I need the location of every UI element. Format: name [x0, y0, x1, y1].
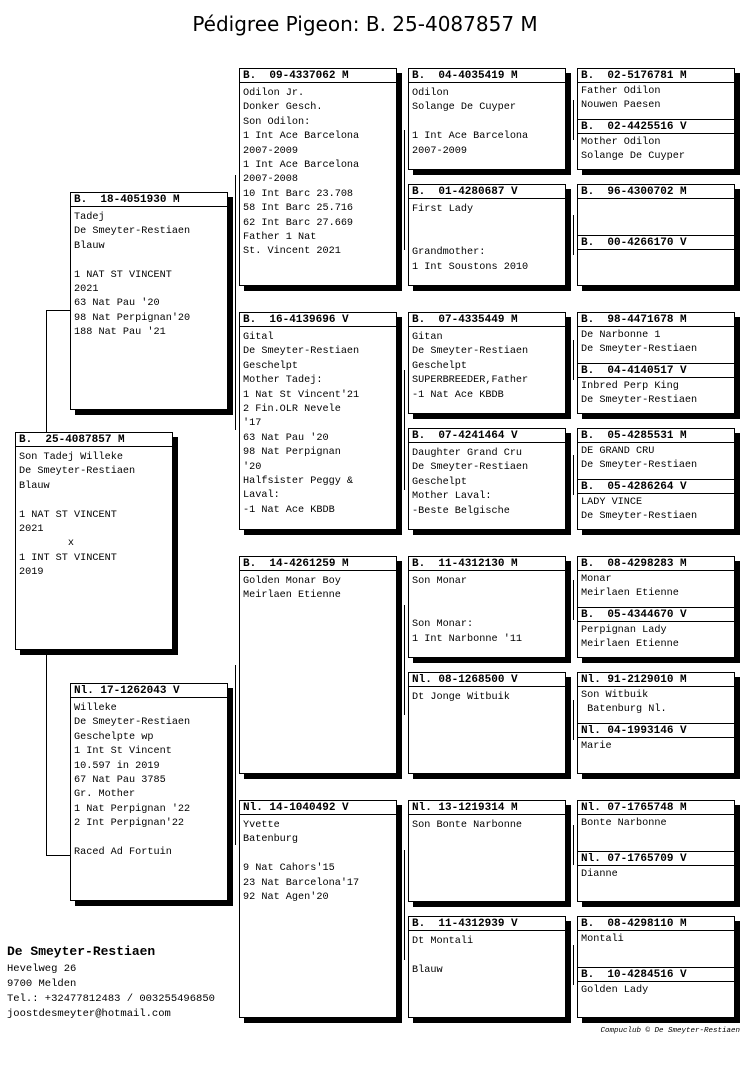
ring-number: B. 09-4337062 M: [240, 69, 396, 83]
connector: [46, 855, 70, 856]
pigeon-details: First Lady Grandmother: 1 Int Soustons 2010: [412, 204, 529, 273]
pigeon-details: Odilon Jr. Donker Gesch. Son Odilon: 1 Int Ace Barcelona 2007-2009 1 Int Ace Barcelona 2007-2008 10 Int Barc 23.708 58 Int Barc 25.716 62 Int Barc 27.669 Father 1 Nat St. Vincent 2021: [243, 88, 360, 258]
ancestor-male[interactable]: [578, 313, 734, 364]
pigeon-details: Montali: [581, 934, 624, 945]
ring-number: B. 04-4035419 M: [409, 69, 565, 83]
ancestor-pair-card: [577, 184, 735, 286]
ring-number: B. 96-4300702 M: [578, 185, 734, 199]
footer-credit: Compuclub © De Smeyter-Restiaen: [600, 1027, 740, 1035]
pigeon-details: Dt Jonge Witbuik: [412, 692, 510, 703]
ancestor-female[interactable]: [578, 608, 734, 658]
ring-number: B. 16-4139696 V: [240, 313, 396, 327]
pigeon-details: Odilon Solange De Cuyper 1 Int Ace Barcelona 2007-2009: [412, 88, 529, 157]
connector: [573, 455, 574, 495]
ring-number: B. 11-4312939 V: [409, 917, 565, 931]
breeder-phone: Tel.: +32477812483 / 003255496850: [7, 993, 215, 1005]
paternal-grandmother-card[interactable]: [239, 312, 397, 530]
connector: [573, 215, 574, 255]
ancestor-pair-card: [577, 800, 735, 902]
ring-number: B. 08-4298110 M: [578, 917, 734, 931]
pigeon-details: Marie: [581, 741, 612, 752]
great-grandparent-card[interactable]: [408, 916, 566, 1018]
breeder-email[interactable]: joostdesmeyter@hotmail.com: [7, 1008, 171, 1020]
pigeon-details: Son Monar Son Monar: 1 Int Narbonne '11: [412, 576, 523, 645]
connector: [404, 370, 405, 490]
breeder-address: [7, 942, 215, 1022]
connector: [573, 945, 574, 985]
ancestor-male[interactable]: [578, 801, 734, 852]
connector: [573, 340, 574, 380]
ring-number: Nl. 17-1262043 V: [71, 684, 227, 698]
pigeon-details: Yvette Batenburg 9 Nat Cahors'15 23 Nat Barcelona'17 92 Nat Agen'20: [243, 820, 360, 904]
paternal-grandfather-card[interactable]: [239, 68, 397, 286]
pigeon-details: Son Bonte Narbonne: [412, 820, 523, 831]
connector: [235, 665, 236, 845]
pigeon-details: Son Witbuik Batenburg Nl.: [581, 690, 667, 715]
connector: [46, 655, 47, 855]
ring-number: B. 04-4140517 V: [578, 364, 734, 378]
pigeon-details: Inbred Perp King De Smeyter-Restiaen: [581, 381, 698, 406]
ancestor-male[interactable]: [578, 917, 734, 968]
ring-number: B. 25-4087857 M: [16, 433, 172, 447]
great-grandparent-card[interactable]: [408, 312, 566, 414]
ancestor-pair-card: [577, 672, 735, 774]
maternal-grandfather-card[interactable]: [239, 556, 397, 774]
connector: [573, 100, 574, 140]
ring-number: B. 14-4261259 M: [240, 557, 396, 571]
ring-number: B. 01-4280687 V: [409, 185, 565, 199]
connector: [404, 850, 405, 960]
connector: [46, 310, 70, 311]
ancestor-female[interactable]: [578, 480, 734, 530]
great-grandparent-card[interactable]: [408, 800, 566, 902]
ring-number: Nl. 14-1040492 V: [240, 801, 396, 815]
breeder-street: Hevelweg 26: [7, 963, 77, 975]
page-title: Pédigree Pigeon: B. 25-4087857 M: [192, 12, 538, 36]
ancestor-male[interactable]: [578, 557, 734, 608]
ancestor-female[interactable]: [578, 724, 734, 774]
pigeon-details: Gital De Smeyter-Restiaen Geschelpt Mother Tadej: 1 Nat St Vincent'21 2 Fin.OLR Nevele '17 63 Nat Pau '20 98 Nat Perpignan '20 Halfsister Peggy & Laval: -1 Nat Ace KBDB: [243, 332, 360, 516]
ring-number: B. 98-4471678 M: [578, 313, 734, 327]
ring-number: B. 18-4051930 M: [71, 193, 227, 207]
pigeon-details: DE GRAND CRU De Smeyter-Restiaen: [581, 446, 698, 471]
great-grandparent-card[interactable]: [408, 68, 566, 170]
father-card[interactable]: [70, 192, 228, 410]
pigeon-details: Gitan De Smeyter-Restiaen Geschelpt SUPERBREEDER,Father -1 Nat Ace KBDB: [412, 332, 529, 401]
ring-number: Nl. 07-1765748 M: [578, 801, 734, 815]
mother-card[interactable]: [70, 683, 228, 901]
pigeon-details: Tadej De Smeyter-Restiaen Blauw 1 NAT ST VINCENT 2021 63 Nat Pau '20 98 Nat Perpignan'20 188 Nat Pau '21: [74, 212, 191, 339]
pigeon-details: Dt Montali Blauw: [412, 936, 474, 976]
ancestor-male[interactable]: [578, 69, 734, 120]
ancestor-female[interactable]: [578, 364, 734, 414]
ring-number: B. 07-4241464 V: [409, 429, 565, 443]
ring-number: B. 07-4335449 M: [409, 313, 565, 327]
ring-number: B. 05-4344670 V: [578, 608, 734, 622]
great-grandparent-card[interactable]: [408, 672, 566, 774]
pigeon-details: Perpignan Lady Meirlaen Etienne: [581, 625, 679, 650]
connector: [46, 310, 47, 434]
connector: [404, 130, 405, 250]
ring-number: B. 05-4286264 V: [578, 480, 734, 494]
ancestor-pair-card: [577, 556, 735, 658]
ancestor-male[interactable]: [578, 673, 734, 724]
ancestor-male[interactable]: [578, 429, 734, 480]
ancestor-female[interactable]: [578, 120, 734, 170]
pigeon-details: Dianne: [581, 869, 618, 880]
great-grandparent-card[interactable]: [408, 184, 566, 286]
pigeon-details: Willeke De Smeyter-Restiaen Geschelpte wp 1 Int St Vincent 10.597 in 2019 67 Nat Pau 3785 Gr. Mother 1 Nat Perpignan '22 2 Int Perpignan'22 Raced Ad Fortuin: [74, 703, 191, 859]
pigeon-details: Golden Lady: [581, 985, 649, 996]
ring-number: B. 02-5176781 M: [578, 69, 734, 83]
ancestor-female[interactable]: [578, 852, 734, 902]
connector: [573, 700, 574, 740]
ancestor-pair-card: [577, 312, 735, 414]
great-grandparent-card[interactable]: [408, 556, 566, 658]
ring-number: B. 11-4312130 M: [409, 557, 565, 571]
pigeon-details: Golden Monar Boy Meirlaen Etienne: [243, 576, 341, 602]
pigeon-details: Bonte Narbonne: [581, 818, 667, 829]
pigeon-details: [578, 199, 734, 201]
ancestor-pair-card: [577, 428, 735, 530]
pigeon-details: Monar Meirlaen Etienne: [581, 574, 679, 599]
ring-number: B. 02-4425516 V: [578, 120, 734, 134]
ancestor-female[interactable]: [578, 236, 734, 286]
ring-number: B. 05-4285531 M: [578, 429, 734, 443]
ring-number: Nl. 04-1993146 V: [578, 724, 734, 738]
connector: [573, 580, 574, 620]
ring-number: B. 00-4266170 V: [578, 236, 734, 250]
maternal-grandmother-card[interactable]: [239, 800, 397, 1018]
pigeon-details: De Narbonne 1 De Smeyter-Restiaen: [581, 330, 698, 355]
pigeon-details: Mother Odilon Solange De Cuyper: [581, 137, 685, 162]
subject-pigeon-card[interactable]: [15, 432, 173, 650]
ancestor-male[interactable]: [578, 185, 734, 236]
ring-number: B. 08-4298283 M: [578, 557, 734, 571]
ring-number: Nl. 13-1219314 M: [409, 801, 565, 815]
pigeon-details: Daughter Grand Cru De Smeyter-Restiaen Geschelpt Mother Laval: -Beste Belgische: [412, 448, 529, 517]
pigeon-details: Father Odilon Nouwen Paesen: [581, 86, 661, 111]
ring-number: B. 10-4284516 V: [578, 968, 734, 982]
ancestor-pair-card: [577, 916, 735, 1018]
pigeon-details: Son Tadej Willeke De Smeyter-Restiaen Blauw 1 NAT ST VINCENT 2021 x 1 INT ST VINCENT 2019: [19, 452, 136, 579]
ancestor-pair-card: [577, 68, 735, 170]
connector: [573, 825, 574, 865]
ring-number: Nl. 07-1765709 V: [578, 852, 734, 866]
ring-number: Nl. 91-2129010 M: [578, 673, 734, 687]
connector: [235, 175, 236, 430]
ring-number: Nl. 08-1268500 V: [409, 673, 565, 687]
breeder-city: 9700 Melden: [7, 978, 77, 990]
ancestor-female[interactable]: [578, 968, 734, 1018]
great-grandparent-card[interactable]: [408, 428, 566, 530]
breeder-name: De Smeyter-Restiaen: [7, 944, 156, 959]
pigeon-details: LADY VINCE De Smeyter-Restiaen: [581, 497, 698, 522]
pigeon-details: [578, 250, 734, 252]
connector: [404, 605, 405, 715]
